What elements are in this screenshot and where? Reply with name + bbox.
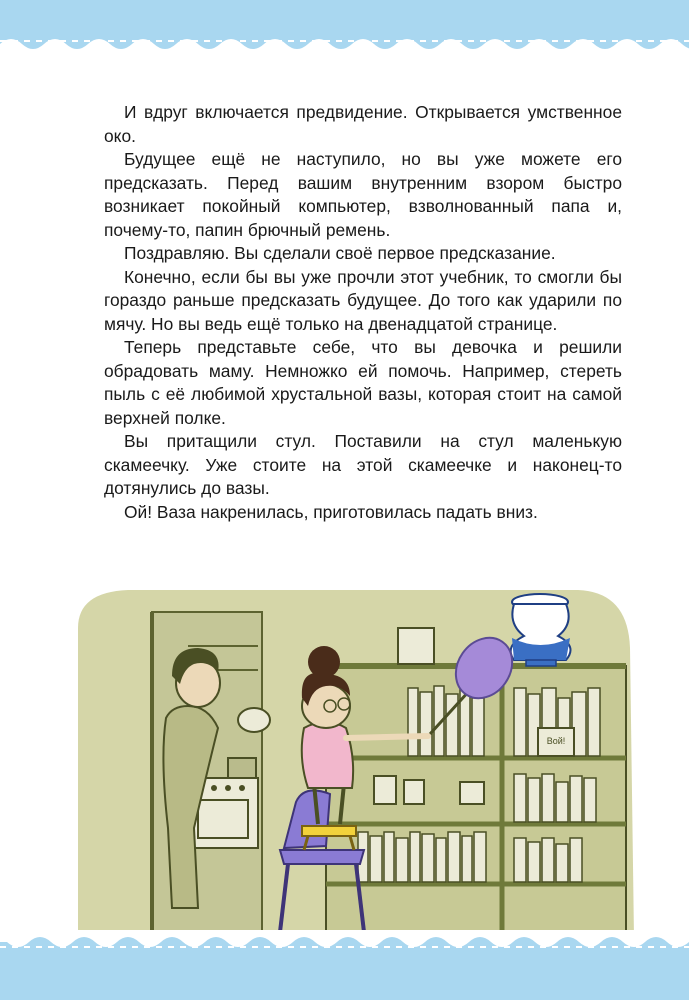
paragraph: Конечно, если бы вы уже прочли этот учебник, то смогли бы гораздо раньше предсказать будущее. До того как ударили по мячу. Но вы ведь ещё только на двенадцатой странице. (104, 266, 622, 334)
hair-bun (308, 646, 340, 678)
bottom-decorative-band (0, 930, 689, 1000)
paragraph: Ой! Ваза накренилась, приготовилась падать вниз. (124, 501, 538, 522)
paragraph: Теперь представьте себе, что вы девочка и решили обрадовать маму. Немножко ей помочь. Например, стереть пыль с её любимой хрустальной вазы, которая стоит на самой верхней полке. (104, 337, 622, 428)
photo-frame (460, 782, 484, 804)
illustration-girl-dusting-vase (68, 588, 638, 938)
paragraph: Будущее ещё не наступило, но вы уже можете его предсказать. Перед вашим внутренним взором быстро возникает покойный компьютер, взволнованный папа и, почему-то, папин брючный ремень. (104, 149, 622, 240)
top-wave-edge (0, 34, 689, 56)
plate (238, 708, 270, 732)
picture-on-top (398, 628, 434, 664)
paragraph: Вы притащили стул. Поставили на стул маленькую скамеечку. Уже стоите на этой скамеечке и наконец-то дотянулись до вазы. (104, 431, 622, 498)
story-text (104, 101, 622, 524)
photo-frame (374, 776, 396, 804)
paragraph: И вдруг включается предвидение. Открывается умственное око. (104, 102, 622, 146)
top-decorative-band (0, 0, 689, 56)
book-title: Вой! (546, 736, 566, 746)
paragraph: Поздравляю. Вы сделали своё первое предсказание. (124, 243, 556, 263)
crystal-vase (511, 594, 571, 666)
bottom-wave-edge (0, 930, 689, 952)
photo-frame (404, 780, 424, 804)
pot (228, 758, 256, 778)
